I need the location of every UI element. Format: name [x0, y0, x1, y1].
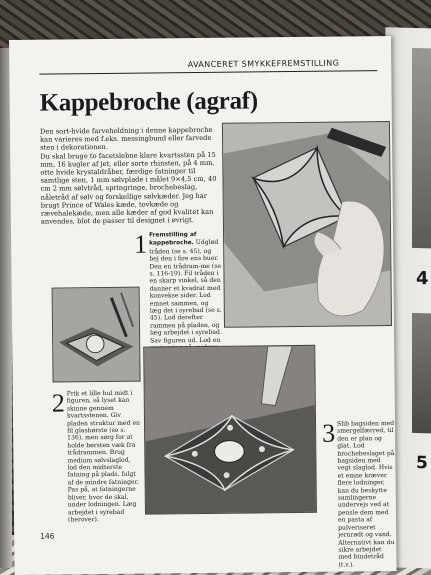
step-2-number: 2 [51, 388, 65, 418]
step-3-number: 3 [321, 418, 336, 448]
next-page-step-number-lower: 5 [416, 453, 428, 474]
photo-brooch-setting [143, 345, 317, 515]
next-page-photo-lower [412, 313, 431, 434]
step-2-text: Prik et lille hul midt i figuren, så lyset kan skinne gennem kvartsstenen. Giv pladen struktur med en fil glasbørste (se s. 136), men sørg for at holde børsten væk fra trådrammen. Brug medium sølvslaglod, lod den midterste fatning på plads, fulgt af de mindre fatninger. Pas på, at fatningerne bliver, hvor de skal, under lodningen. Læg arbejdet i syrebad (herover). [66, 389, 140, 524]
page-title: Kappebroche (agraf) [39, 87, 258, 117]
header-rule [39, 70, 377, 75]
photo-brooch-setting-illustration [144, 346, 316, 514]
step-3-text: Slib bagsiden med smergelfærred, til den er plan og glat. Lod brochebeslaget på bagsiden med vegt slaglod. Hvis et emne kræver flere lodninger, kan du beskytte samlingerne undervejs ved at pensle dem med en pasta af pulveriseret jernrødt og vand. Alternativt kan du sikre arbejdet med bindetråd (t.v.). [337, 419, 395, 569]
photo-cut-plate [222, 121, 392, 328]
step-1-number: 1 [133, 229, 148, 259]
photo-cut-plate-illustration [223, 122, 391, 327]
section-header: AVANCERET SMYKKEFREMSTILLING [187, 58, 340, 70]
next-page-photo [412, 48, 431, 249]
photo-soldering [52, 287, 141, 383]
intro-text [40, 126, 219, 226]
page-number: 146 [40, 531, 55, 541]
book-page [9, 36, 397, 575]
intro-paragraph-1: Den sort-hvide farveholdning i denne kappebroche kan varieres med f.eks. messingbund eller farvede sten i dekorationen. [39, 125, 213, 153]
intro-paragraph-2: Du skal bruge to facetslebne klare kvartssten på 15 mm, 16 kugler af jet, eller sorte rhinsten, på 4 mm, otte hvide krystaldråber, færdige fatninger til samtlige sten, 1 mm sølvplade i målet 9×4,5 cm, 40 cm 2 mm sølvtråd, springringe, brochebeslag, nåletråd af sølv og forskellige sølvkæder. Jeg har brugt Prince of Wales kæde, tovkæde og rævehalekæde, men alle kæder af god kvalitet kan anvendes, blot de passer til designet i øvrigt. [40, 150, 217, 226]
photo-soldering-illustration [53, 288, 140, 382]
next-page-step-number: 4 [416, 268, 429, 290]
step-1-heading: Fremstilling af kappebroche. [149, 232, 197, 247]
step-1-body: Udglød tråden (se s. 45), og bej den i fire ens buer. Den en trådram-me (se s. 116-19). Fil tråden i en skarp vinkel, så den danner et kvadrat med konvekse sider. Lod emnet sammen, og læg det i syrebad (se s. 45). Lod derefter rammen på pladen, og læg arbejdet i syrebad. Sav figuren ud. Lod en [149, 239, 222, 345]
